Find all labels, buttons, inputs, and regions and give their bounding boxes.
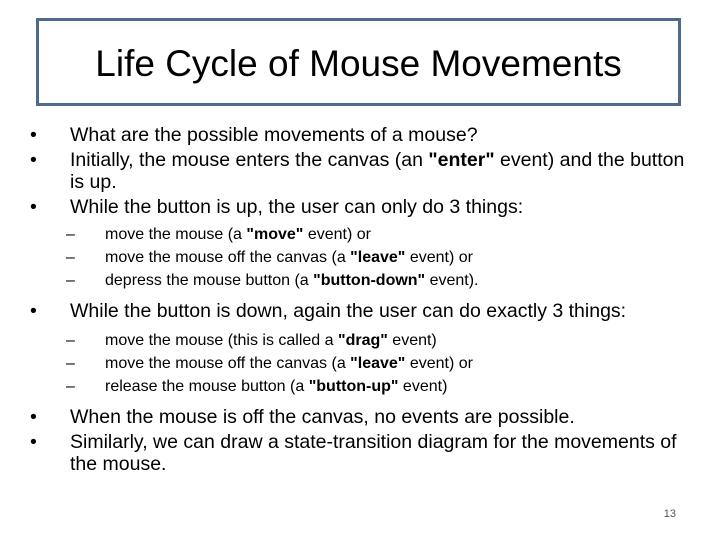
- bullet-text: When the mouse is off the canvas, no events are possible.: [70, 406, 575, 428]
- dash-marker: –: [66, 249, 75, 266]
- bullet-text: What are the possible movements of a mouse?: [70, 124, 478, 146]
- bullet-marker: •: [30, 300, 37, 322]
- slide-title: Life Cycle of Mouse Movements: [95, 43, 622, 84]
- bullet-text-pre: Initially, the mouse enters the canvas (an: [70, 149, 429, 171]
- sub-list-button-down: [30, 331, 690, 397]
- sub-text-pre: depress the mouse button (a: [105, 272, 314, 289]
- sub-text-post: event) or: [405, 249, 473, 266]
- sub-bullet-item: [30, 331, 690, 351]
- sub-text-bold: "leave": [350, 249, 406, 266]
- dash-marker: –: [66, 226, 75, 243]
- bullet-item: [30, 196, 690, 218]
- sub-text-bold: "leave": [350, 355, 406, 372]
- dash-marker: –: [66, 332, 75, 349]
- bullet-marker: •: [30, 431, 37, 453]
- sub-bullet-item: [30, 225, 690, 245]
- bullet-marker: •: [30, 124, 37, 146]
- bullet-text: Similarly, we can draw a state-transition diagram for the movements of the mouse.: [70, 431, 677, 475]
- sub-bullet-item: [30, 354, 690, 374]
- sub-bullet-item: [30, 248, 690, 268]
- sub-text-post: event) or: [303, 226, 371, 243]
- sub-text-bold: "button-down": [313, 272, 426, 289]
- sub-text-bold: "button-up": [308, 378, 399, 395]
- dash-marker: –: [66, 378, 75, 395]
- dash-marker: –: [66, 272, 75, 289]
- title-box: [36, 18, 681, 106]
- slide-content: [30, 124, 690, 478]
- bullet-item: [30, 124, 690, 146]
- bullet-item: [30, 149, 690, 193]
- bullet-text: While the button is down, again the user can do exactly 3 things:: [70, 300, 627, 322]
- sub-text-pre: move the mouse (a: [105, 226, 247, 243]
- sub-list-button-up: [30, 225, 690, 291]
- sub-text-pre: release the mouse button (a: [105, 378, 309, 395]
- sub-text-pre: move the mouse (this is called a: [105, 332, 338, 349]
- bullet-item: [30, 431, 690, 475]
- bullet-text: While the button is up, the user can only do 3 things:: [70, 196, 524, 218]
- page-number: 13: [663, 508, 676, 520]
- bullet-item: [30, 406, 690, 428]
- sub-text-post: event): [387, 332, 437, 349]
- sub-text-post: event).: [425, 272, 479, 289]
- sub-bullet-item: [30, 377, 690, 397]
- sub-text-post: event): [398, 378, 448, 395]
- sub-text-bold: "move": [246, 226, 304, 243]
- sub-text-post: event) or: [405, 355, 473, 372]
- sub-text-pre: move the mouse off the canvas (a: [105, 355, 351, 372]
- bullet-text-bold: "enter": [428, 149, 495, 171]
- sub-text-pre: move the mouse off the canvas (a: [105, 249, 351, 266]
- bullet-marker: •: [30, 406, 37, 428]
- sub-text-bold: "drag": [338, 332, 388, 349]
- bullet-marker: •: [30, 196, 37, 218]
- bullet-item: [30, 300, 690, 322]
- sub-bullet-item: [30, 271, 690, 291]
- bullet-text-post: event) and the button is up.: [70, 149, 685, 193]
- bullet-marker: •: [30, 149, 37, 171]
- dash-marker: –: [66, 355, 75, 372]
